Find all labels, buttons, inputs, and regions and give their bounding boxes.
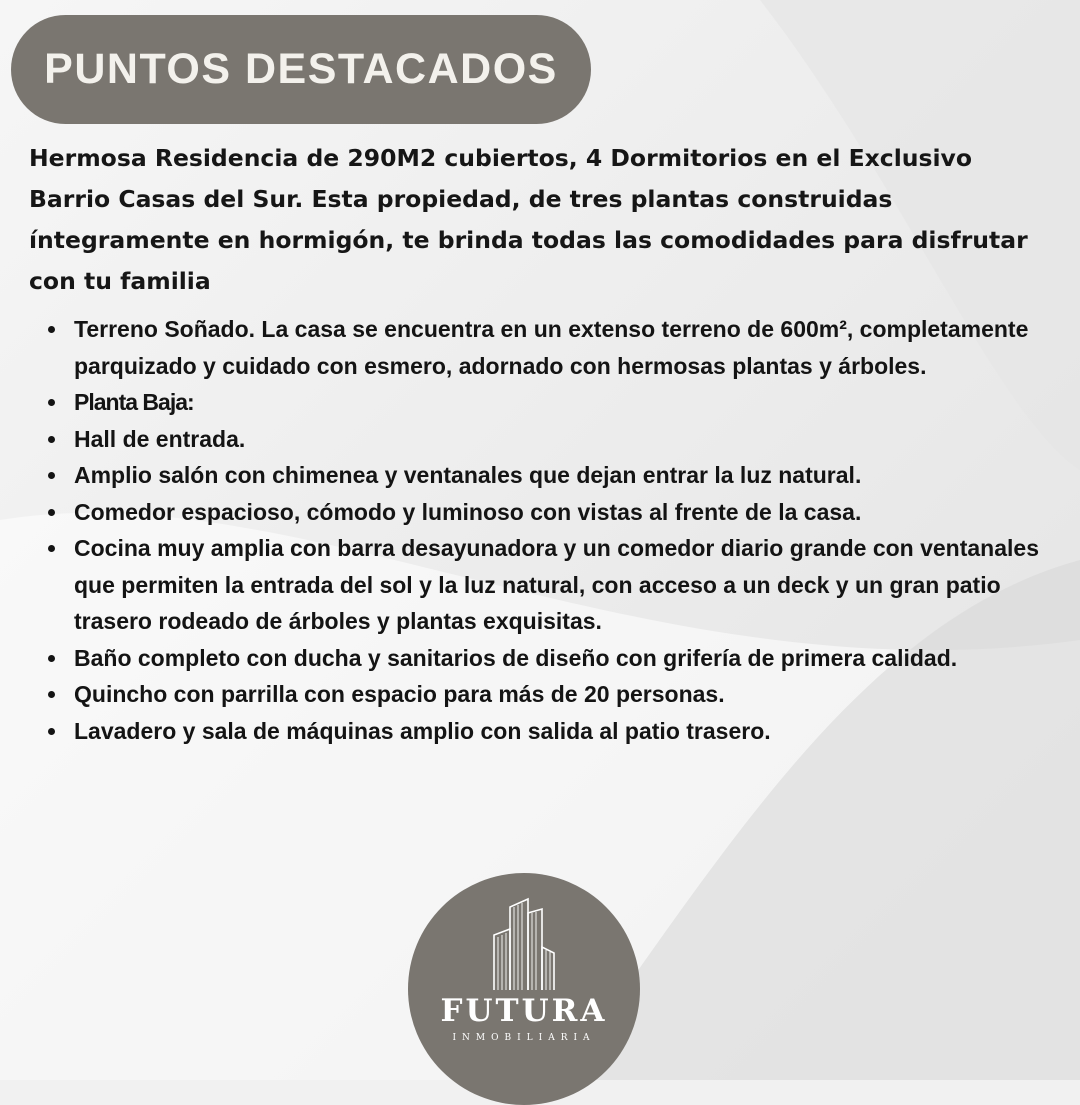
list-item: Terreno Soñado. La casa se encuentra en un extenso terreno de 600m², completamente parquizado y cuidado con esmero, adornado con hermosas plantas y árboles. xyxy=(74,311,1074,384)
building-icon xyxy=(488,895,560,990)
list-item: Quincho con parrilla con espacio para más de 20 personas. xyxy=(74,676,1074,713)
list-item: Hall de entrada. xyxy=(74,421,1074,458)
list-item: Amplio salón con chimenea y ventanales que dejan entrar la luz natural. xyxy=(74,457,1074,494)
features-list xyxy=(30,311,1074,749)
title-banner xyxy=(11,15,591,124)
page-title: PUNTOS DESTACADOS xyxy=(44,45,558,93)
list-item: Cocina muy amplia con barra desayunadora y un comedor diario grande con ventanales que permiten la entrada del sol y la luz natural, con acceso a un deck y un gran patio trasero rodeado de árboles y plantas exquisitas. xyxy=(74,530,1074,640)
list-item: Comedor espacioso, cómodo y luminoso con vistas al frente de la casa. xyxy=(74,494,1074,531)
intro-paragraph: Hermosa Residencia de 290M2 cubiertos, 4 Dormitorios en el Exclusivo Barrio Casas del Sur. Esta propiedad, de tres plantas construidas íntegramente en hormigón, te brinda todas las comodidades para disfrutar con tu familia xyxy=(29,144,1028,295)
list-item: Baño completo con ducha y sanitarios de diseño con grifería de primera calidad. xyxy=(74,640,1074,677)
list-item: Lavadero y sala de máquinas amplio con salida al patio trasero. xyxy=(74,713,1074,750)
list-item: Planta Baja: xyxy=(74,384,1074,421)
logo-subtitle: INMOBILIARIA xyxy=(452,1033,596,1043)
futura-logo xyxy=(408,873,640,1105)
logo-name: FUTURA xyxy=(440,993,608,1029)
